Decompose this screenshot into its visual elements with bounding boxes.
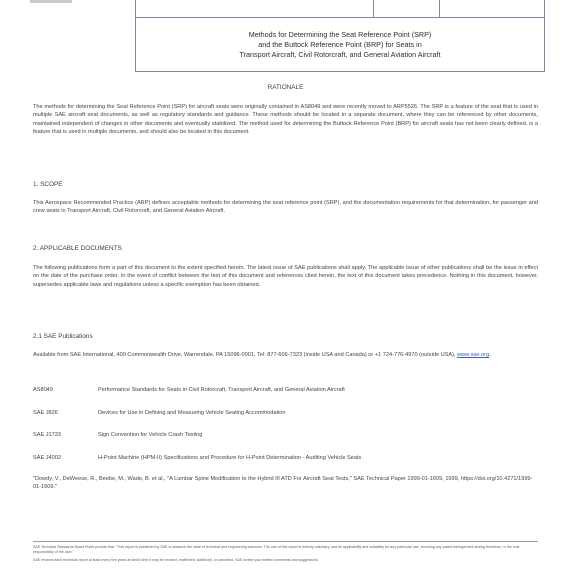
header-logo-mark [30, 0, 72, 3]
scope-text: This Aerospace Recommended Practice (ARP) defines acceptable methods for determining the seat reference point (SRP), and the documentation requirements for that determination, for passenger and crew seats in Transport Aircraft, Civil Rotorcraft, and General Aviation Aircraft. [33, 200, 538, 215]
rationale-heading: RATIONALE [267, 84, 304, 91]
sae-publications-heading: 2.1 SAE Publications [33, 333, 93, 340]
document-title-box [135, 18, 545, 72]
sae-website-link[interactable]: www.sae.org [457, 352, 490, 358]
reference-code: SAE J1733 [33, 432, 61, 438]
reference-code: SAE J4002 [33, 455, 61, 461]
reference-title: Devices for Use in Defining and Measuring Vehicle Seating Accommodation [98, 410, 286, 416]
reference-title: H-Point Machine (HPM-II) Specifications and Procedure for H-Point Determination - Auditing Vehicle Seats [98, 455, 362, 461]
reference-code: SAE J826 [33, 410, 58, 416]
applicable-documents-text: The following publications form a part of this document to the extent specified herein. The latest issue of SAE publications shall apply. The applicable issue of other publications shall be the issue in effect on the date of the purchase order. In the event of conflict between the text of this document and references cited herein, the text of this document takes precedence. Nothing in this document, however, supersedes applicable laws and regulations unless a specific exemption has been obtained. [33, 265, 538, 288]
reference-title: Sign Convention for Vehicle Crash Testing [98, 432, 203, 438]
sae-availability-end: . [489, 352, 491, 358]
sae-availability-body: Available from SAE International, 400 Commonwealth Drive, Warrendale, PA 15096-0001, Tel: 877-606-7323 (inside USA and Canada) or +1 724-776-4970 (outside USA), [33, 352, 458, 358]
footer-divider [33, 541, 538, 542]
rationale-text: The methods for determining the Seat Reference Point (SRP) for aircraft seats were originally contained in AS8049 and were recently moved to ARP5526. The SRP is a feature of the seat that is used in multiple SAE aircraft seat documents, as well as regulatory standards and guidance. These methods should be located in a separate document, where they can be referenced by other documents, maintained independent of changes in other documents and eventually stabilized. The method used for determining the Buttock Reference Point (BRP) for aircraft seats has not been clearly defined, is a feature that is used in multiple documents, and should also be located in this document. [33, 104, 538, 136]
document-title-line-2: and the Buttock Reference Point (BRP) for Seats in [258, 39, 422, 49]
footer-rules-text: SAE Technical Standards Board Rules provide that: "This report is published by SAE to advance the state of technical and engineering sciences. The use of this report is entirely voluntary, and its applicability and suitability for any particular use, including any patent infringement arising therefrom, is the sole responsibility of the user." [33, 545, 520, 554]
scope-heading: 1. SCOPE [33, 181, 63, 188]
header-cell-issued [373, 0, 440, 17]
applicable-documents-heading: 2. APPLICABLE DOCUMENTS [33, 245, 122, 252]
reference-citation: "Dowdy, V., DeWeese, R., Beebe, M., Wade, B. et al., "A Lumbar Spine Modification to the Hybrid III ATD For Aircraft Seat Tests," SAE Technical Paper 1999-01-1609, 1999, https://doi.org/10.4271/1999-01-1609." [33, 476, 533, 491]
document-title-line-1: Methods for Determining the Seat Reference Point (SRP) [248, 29, 432, 39]
document-title-line-3: Transport Aircraft, Civil Rotorcraft, and General Aviation Aircraft [239, 49, 441, 59]
header-cell-document [136, 0, 374, 17]
reference-code: AS8049 [33, 387, 53, 393]
reference-title: Performance Standards for Seats in Civil Rotorcraft, Transport Aircraft, and General Aviation Aircraft [98, 387, 345, 393]
header-info-row [135, 0, 545, 18]
footer-review-text: SAE reviews each technical report at least every five years at which time it may be revised, reaffirmed, stabilized, or cancelled. SAE invites your written comments and suggestions. [33, 558, 319, 562]
sae-availability-text [33, 351, 538, 359]
